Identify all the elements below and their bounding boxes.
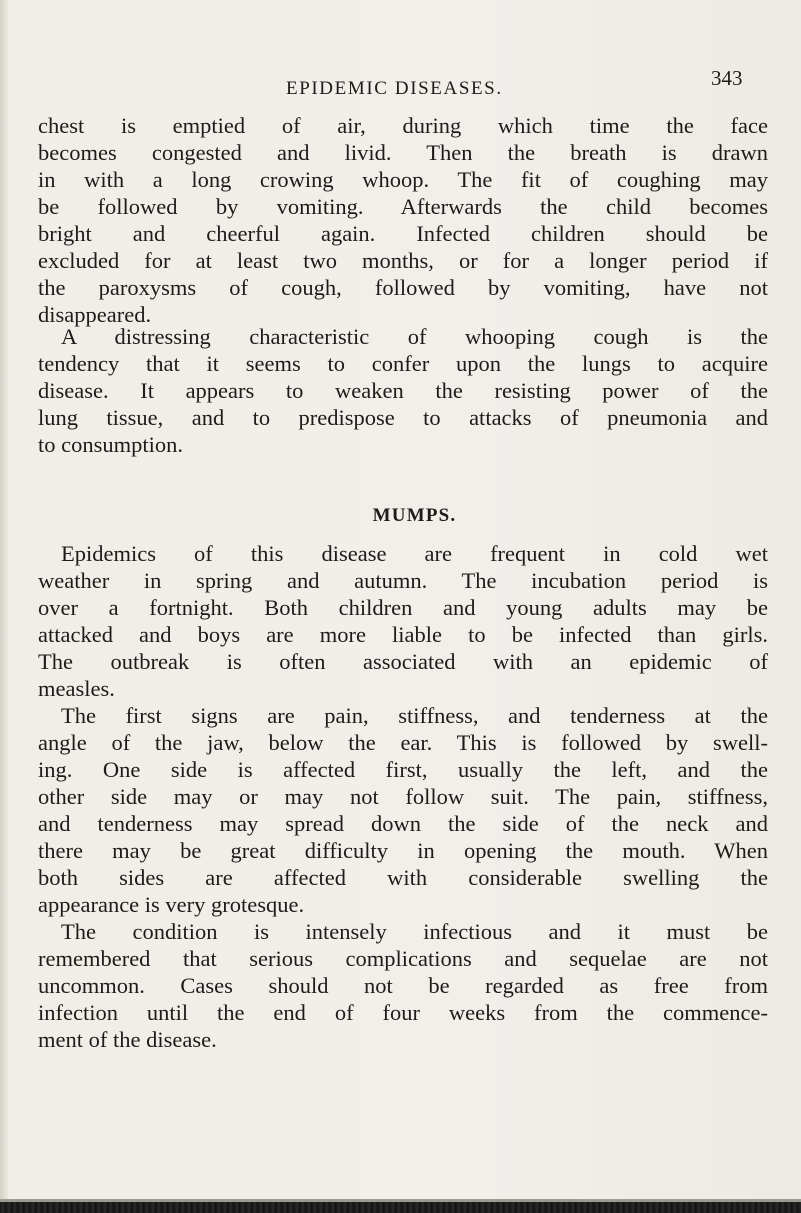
section-heading-mumps: MUMPS. bbox=[372, 505, 457, 526]
text-line: The condition is intensely infectious and it must be bbox=[61, 919, 768, 944]
text-line: becomes congested and livid. Then the breath is drawn bbox=[38, 140, 768, 165]
text-line: The outbreak is often associated with an epidemic of bbox=[38, 649, 768, 674]
text-line: tendency that it seems to confer upon the lungs to acquire bbox=[38, 351, 768, 376]
text-line: ing. One side is affected first, usually the left, and the bbox=[38, 757, 768, 782]
text-line: appearance is very grotesque. bbox=[38, 892, 305, 917]
text-line: and tenderness may spread down the side of the neck and bbox=[38, 811, 768, 836]
text-line: remembered that serious complications and sequelae are not bbox=[38, 946, 768, 971]
text-line: in with a long crowing whoop. The fit of coughing may bbox=[38, 167, 768, 192]
text-line: infection until the end of four weeks from the commence- bbox=[38, 1000, 768, 1025]
text-line: over a fortnight. Both children and young adults may be bbox=[38, 595, 768, 620]
text-line: ment of the disease. bbox=[38, 1027, 217, 1052]
text-line: weather in spring and autumn. The incubation period is bbox=[38, 568, 768, 593]
text-line: measles. bbox=[38, 676, 115, 701]
text-line: uncommon. Cases should not be regarded as free from bbox=[38, 973, 768, 998]
text-line: Epidemics of this disease are frequent in cold wet bbox=[61, 541, 768, 566]
page-gutter-shadow bbox=[0, 0, 9, 1213]
text-line: there may be great difficulty in opening the mouth. When bbox=[38, 838, 768, 863]
text-line: bright and cheerful again. Infected children should be bbox=[38, 221, 768, 246]
text-line: The first signs are pain, stiffness, and tenderness at the bbox=[61, 703, 768, 728]
running-title: EPIDEMIC DISEASES. bbox=[286, 78, 503, 99]
text-line: attacked and boys are more liable to be infected than girls. bbox=[38, 622, 768, 647]
text-line: A distressing characteristic of whooping cough is the bbox=[61, 324, 768, 349]
text-line: both sides are affected with considerable swelling the bbox=[38, 865, 768, 890]
text-line: be followed by vomiting. Afterwards the child becomes bbox=[38, 194, 768, 219]
text-line: the paroxysms of cough, followed by vomiting, have not bbox=[38, 275, 768, 300]
text-line: disease. It appears to weaken the resisting power of the bbox=[38, 378, 768, 403]
text-line: other side may or may not follow suit. The pain, stiffness, bbox=[38, 784, 768, 809]
text-line: excluded for at least two months, or for a longer period if bbox=[38, 248, 768, 273]
text-line: to consumption. bbox=[38, 432, 183, 457]
text-line: chest is emptied of air, during which time the face bbox=[38, 113, 768, 138]
text-line: lung tissue, and to predispose to attacks of pneumonia and bbox=[38, 405, 768, 430]
page-number: 343 bbox=[711, 66, 743, 90]
text-line: angle of the jaw, below the ear. This is followed by swell- bbox=[38, 730, 768, 755]
text-line: disappeared. bbox=[38, 302, 152, 327]
scanner-bottom-band bbox=[0, 1202, 801, 1213]
